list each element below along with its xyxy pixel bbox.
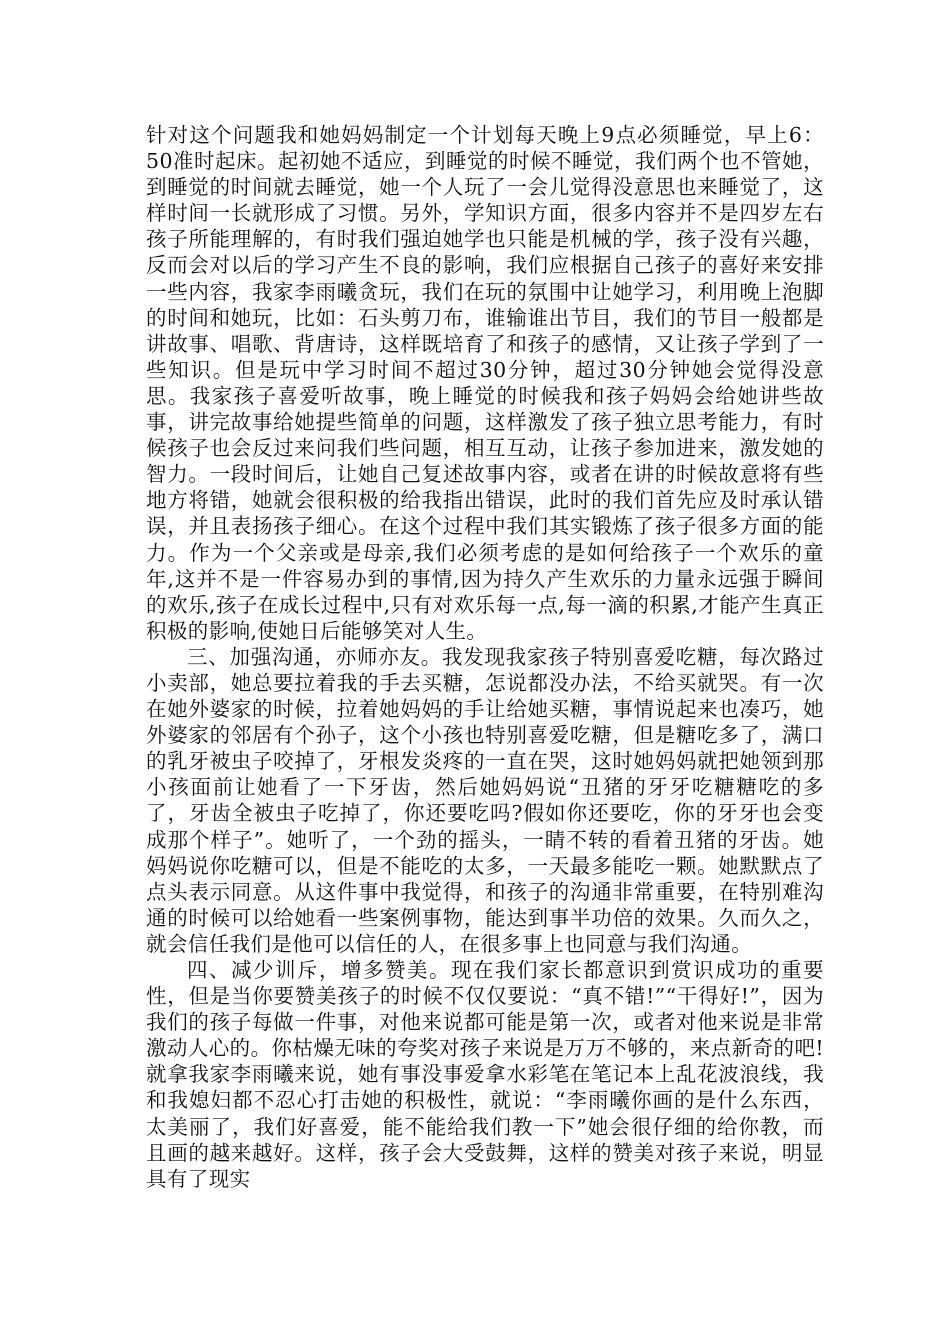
paragraph-communication: 三、加强沟通，亦师亦友。我发现我家孩子特别喜爱吃糖，每次路过小卖部，她总要拉着我的手去买糖，怎说都没办法，不给买就哭。有一次在她外婆家的时候，拉着她妈妈的手让给她买糖，事情说起来也凑巧，她外婆家的邻居有个孙子，这个小孩也特别喜爱吃糖，但是糖吃多了，满口的乳牙被虫子咬掉了，牙根发炎疼的一直在哭，这时她妈妈就把她领到那小孩面前让她看了一下牙齿，然后她妈妈说“丑猪的牙牙吃糖糖吃的多了，牙齿全被虫子吃掉了，你还要吃吗?假如你还要吃，你的牙牙也会变成那个样子”。她听了，一个劲的摇头，一睛不转的看着丑猪的牙齿。她妈妈说你吃糖可以，但是不能吃的太多，一天最多能吃一颗。她默默点了点头表示同意。从这件事中我觉得，和孩子的沟通非常重要，在特别难沟通的时候可以给她看一些案例事物，能达到事半功倍的效果。久而久之，就会信任我们是他可以信任的人，在很多事上也同意与我们沟通。 <box>146 644 824 956</box>
document-body <box>146 122 824 1192</box>
paragraph-praise: 四、减少训斥，增多赞美。现在我们家长都意识到赏识成功的重要性，但是当你要赞美孩子的时候不仅仅要说：“真不错!”“干得好!”，因为我们的孩子每做一件事，对他来说都可能是第一次，或者对他来说是非常激动人心的。你枯燥无味的夸奖对孩子来说是万万不够的，来点新奇的吧!就拿我家李雨曦来说，她有事没事爱拿水彩笔在笔记本上乱花波浪线，我和我媳妇都不忍心打击她的积极性，就说：“李雨曦你画的是什么东西，太美丽了，我们好喜爱，能不能给我们教一下”她会很仔细的给你教，而且画的越来越好。这样，孩子会大受鼓舞，这样的赞美对孩子来说，明显具有了现实 <box>146 958 824 1191</box>
paragraph-sleep-schedule: 针对这个问题我和她妈妈制定一个计划每天晚上9点必须睡觉，早上6：50准时起床。起初她不适应，到睡觉的时候不睡觉，我们两个也不管她，到睡觉的时间就去睡觉，她一个人玩了一会儿觉得没意思也来睡觉了，这样时间一长就形成了习惯。另外，学知识方面，很多内容并不是四岁左右孩子所能理解的，有时我们强迫她学也只能是机械的学，孩子没有兴趣，反而会对以后的学习产生不良的影响，我们应根据自己孩子的喜好来安排一些内容，我家李雨曦贪玩，我们在玩的氛围中让她学习，利用晚上泡脚的时间和她玩，比如：石头剪刀布，谁输谁出节目，我们的节目一般都是讲故事、唱歌、背唐诗，这样既培育了和孩子的感情，又让孩子学到了一些知识。但是玩中学习时间不超过30分钟，超过30分钟她会觉得没意思。我家孩子喜爱听故事，晚上睡觉的时候我和孩子妈妈会给她讲些故事，讲完故事给她提些简单的问题，这样激发了孩子独立思考能力，有时候孩子也会反过来问我们些问题，相互互动，让孩子参加进来，激发她的智力。一段时间后，让她自己复述故事内容，或者在讲的时候故意将有些地方将错，她就会很积极的给我指出错误，此时的我们首先应及时承认错误，并且表扬孩子细心。在这个过程中我们其实锻炼了孩子很多方面的能力。作为一个父亲或是母亲,我们必须考虑的是如何给孩子一个欢乐的童年,这并不是一件容易办到的事情,因为持久产生欢乐的力量永远强于瞬间的欢乐,孩子在成长过程中,只有对欢乐每一点,每一滴的积累,才能产生真正积极的影响,使她日后能够笑对人生。 <box>146 123 824 643</box>
